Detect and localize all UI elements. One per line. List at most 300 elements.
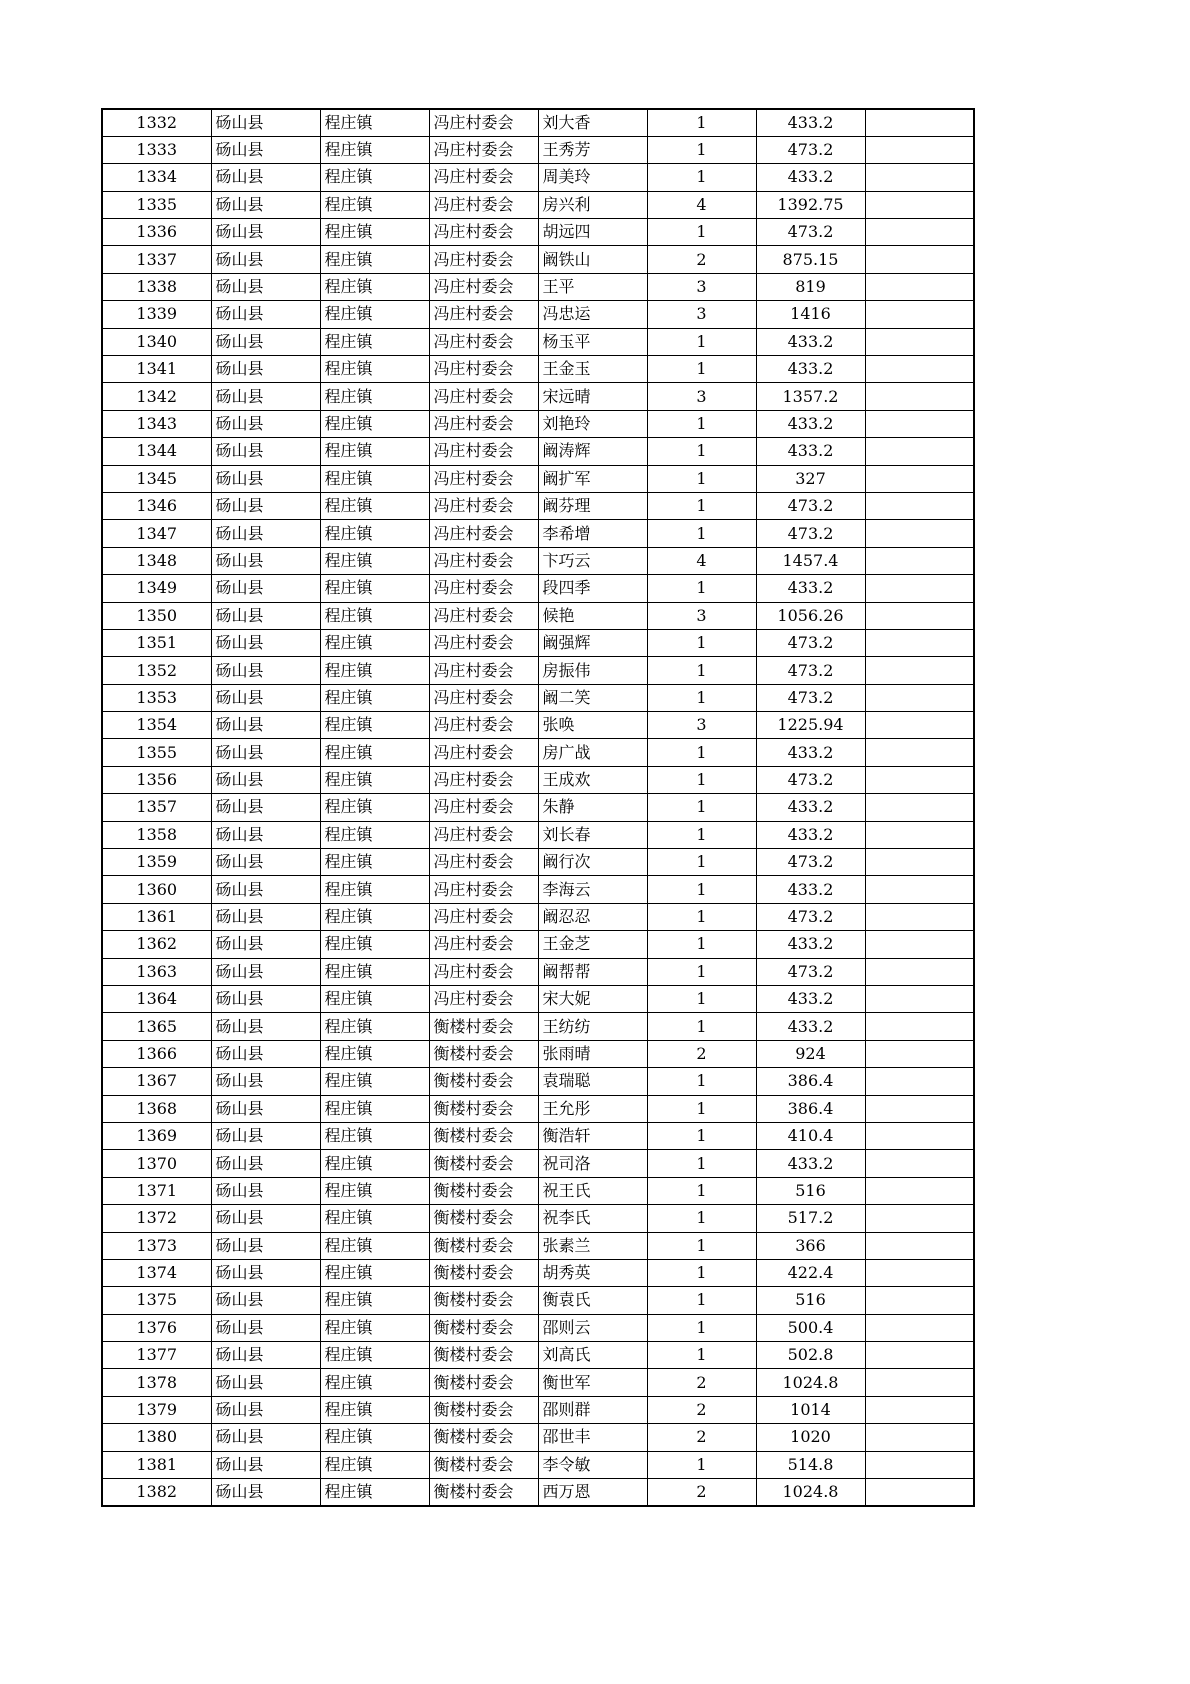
amount-cell: 473.2 bbox=[756, 766, 865, 793]
county-cell: 砀山县 bbox=[211, 1205, 320, 1232]
household-count-cell: 2 bbox=[647, 1396, 756, 1423]
county-cell: 砀山县 bbox=[211, 903, 320, 930]
table-row bbox=[102, 958, 974, 985]
note-cell bbox=[865, 465, 974, 492]
row-number-cell: 1372 bbox=[102, 1205, 211, 1232]
note-cell bbox=[865, 766, 974, 793]
note-cell bbox=[865, 246, 974, 273]
county-cell: 砀山县 bbox=[211, 794, 320, 821]
county-cell: 砀山县 bbox=[211, 547, 320, 574]
household-count-cell: 1 bbox=[647, 629, 756, 656]
amount-cell: 386.4 bbox=[756, 1095, 865, 1122]
note-cell bbox=[865, 958, 974, 985]
village-cell: 冯庄村委会 bbox=[429, 712, 538, 739]
row-number-cell: 1362 bbox=[102, 931, 211, 958]
county-cell: 砀山县 bbox=[211, 958, 320, 985]
amount-cell: 516 bbox=[756, 1177, 865, 1204]
village-cell: 衡楼村委会 bbox=[429, 1369, 538, 1396]
name-cell: 阚行次 bbox=[538, 849, 647, 876]
row-number-cell: 1353 bbox=[102, 684, 211, 711]
county-cell: 砀山县 bbox=[211, 684, 320, 711]
village-cell: 冯庄村委会 bbox=[429, 903, 538, 930]
note-cell bbox=[865, 1013, 974, 1040]
household-count-cell: 1 bbox=[647, 1314, 756, 1341]
town-cell: 程庄镇 bbox=[320, 109, 429, 136]
amount-cell: 422.4 bbox=[756, 1259, 865, 1286]
county-cell: 砀山县 bbox=[211, 136, 320, 163]
name-cell: 王成欢 bbox=[538, 766, 647, 793]
village-cell: 冯庄村委会 bbox=[429, 301, 538, 328]
county-cell: 砀山县 bbox=[211, 849, 320, 876]
table-row bbox=[102, 1396, 974, 1423]
name-cell: 祝王氏 bbox=[538, 1177, 647, 1204]
row-number-cell: 1379 bbox=[102, 1396, 211, 1423]
amount-cell: 1024.8 bbox=[756, 1369, 865, 1396]
note-cell bbox=[865, 219, 974, 246]
name-cell: 刘长春 bbox=[538, 821, 647, 848]
household-count-cell: 2 bbox=[647, 1369, 756, 1396]
row-number-cell: 1355 bbox=[102, 739, 211, 766]
note-cell bbox=[865, 1479, 974, 1506]
note-cell bbox=[865, 1342, 974, 1369]
amount-cell: 386.4 bbox=[756, 1068, 865, 1095]
row-number-cell: 1376 bbox=[102, 1314, 211, 1341]
table-row bbox=[102, 931, 974, 958]
table-row bbox=[102, 1122, 974, 1149]
amount-cell: 1014 bbox=[756, 1396, 865, 1423]
row-number-cell: 1370 bbox=[102, 1150, 211, 1177]
name-cell: 阚忍忍 bbox=[538, 903, 647, 930]
row-number-cell: 1367 bbox=[102, 1068, 211, 1095]
county-cell: 砀山县 bbox=[211, 465, 320, 492]
amount-cell: 433.2 bbox=[756, 739, 865, 766]
note-cell bbox=[865, 657, 974, 684]
amount-cell: 500.4 bbox=[756, 1314, 865, 1341]
village-cell: 衡楼村委会 bbox=[429, 1013, 538, 1040]
note-cell bbox=[865, 1177, 974, 1204]
table-row bbox=[102, 629, 974, 656]
county-cell: 砀山县 bbox=[211, 1314, 320, 1341]
note-cell bbox=[865, 1287, 974, 1314]
table-row bbox=[102, 1177, 974, 1204]
name-cell: 胡远四 bbox=[538, 219, 647, 246]
note-cell bbox=[865, 1396, 974, 1423]
county-cell: 砀山县 bbox=[211, 273, 320, 300]
row-number-cell: 1337 bbox=[102, 246, 211, 273]
note-cell bbox=[865, 520, 974, 547]
table-row bbox=[102, 136, 974, 163]
name-cell: 衡浩轩 bbox=[538, 1122, 647, 1149]
village-cell: 冯庄村委会 bbox=[429, 273, 538, 300]
amount-cell: 473.2 bbox=[756, 958, 865, 985]
county-cell: 砀山县 bbox=[211, 383, 320, 410]
town-cell: 程庄镇 bbox=[320, 219, 429, 246]
town-cell: 程庄镇 bbox=[320, 739, 429, 766]
note-cell bbox=[865, 438, 974, 465]
table-row bbox=[102, 356, 974, 383]
row-number-cell: 1354 bbox=[102, 712, 211, 739]
table-row bbox=[102, 794, 974, 821]
household-count-cell: 1 bbox=[647, 410, 756, 437]
name-cell: 王平 bbox=[538, 273, 647, 300]
table-row bbox=[102, 1424, 974, 1451]
town-cell: 程庄镇 bbox=[320, 1013, 429, 1040]
name-cell: 邵则群 bbox=[538, 1396, 647, 1423]
amount-cell: 502.8 bbox=[756, 1342, 865, 1369]
town-cell: 程庄镇 bbox=[320, 136, 429, 163]
county-cell: 砀山县 bbox=[211, 1095, 320, 1122]
table-row bbox=[102, 410, 974, 437]
town-cell: 程庄镇 bbox=[320, 328, 429, 355]
name-cell: 王允彤 bbox=[538, 1095, 647, 1122]
note-cell bbox=[865, 328, 974, 355]
town-cell: 程庄镇 bbox=[320, 657, 429, 684]
row-number-cell: 1369 bbox=[102, 1122, 211, 1149]
note-cell bbox=[865, 383, 974, 410]
table-row bbox=[102, 109, 974, 136]
note-cell bbox=[865, 164, 974, 191]
county-cell: 砀山县 bbox=[211, 1479, 320, 1506]
row-number-cell: 1377 bbox=[102, 1342, 211, 1369]
table-row bbox=[102, 328, 974, 355]
household-count-cell: 1 bbox=[647, 356, 756, 383]
village-cell: 冯庄村委会 bbox=[429, 246, 538, 273]
row-number-cell: 1378 bbox=[102, 1369, 211, 1396]
name-cell: 祝司洛 bbox=[538, 1150, 647, 1177]
village-cell: 冯庄村委会 bbox=[429, 602, 538, 629]
village-cell: 衡楼村委会 bbox=[429, 1232, 538, 1259]
row-number-cell: 1371 bbox=[102, 1177, 211, 1204]
village-cell: 冯庄村委会 bbox=[429, 931, 538, 958]
town-cell: 程庄镇 bbox=[320, 1287, 429, 1314]
name-cell: 邵则云 bbox=[538, 1314, 647, 1341]
table-row bbox=[102, 1232, 974, 1259]
household-count-cell: 4 bbox=[647, 191, 756, 218]
table-row bbox=[102, 1150, 974, 1177]
table-row bbox=[102, 383, 974, 410]
county-cell: 砀山县 bbox=[211, 109, 320, 136]
town-cell: 程庄镇 bbox=[320, 465, 429, 492]
note-cell bbox=[865, 1451, 974, 1478]
town-cell: 程庄镇 bbox=[320, 1122, 429, 1149]
village-cell: 衡楼村委会 bbox=[429, 1314, 538, 1341]
name-cell: 胡秀英 bbox=[538, 1259, 647, 1286]
note-cell bbox=[865, 602, 974, 629]
note-cell bbox=[865, 1040, 974, 1067]
name-cell: 冯忠运 bbox=[538, 301, 647, 328]
county-cell: 砀山县 bbox=[211, 1396, 320, 1423]
name-cell: 阚芬理 bbox=[538, 492, 647, 519]
row-number-cell: 1348 bbox=[102, 547, 211, 574]
amount-cell: 410.4 bbox=[756, 1122, 865, 1149]
town-cell: 程庄镇 bbox=[320, 958, 429, 985]
village-cell: 衡楼村委会 bbox=[429, 1396, 538, 1423]
row-number-cell: 1363 bbox=[102, 958, 211, 985]
village-cell: 衡楼村委会 bbox=[429, 1342, 538, 1369]
county-cell: 砀山县 bbox=[211, 1451, 320, 1478]
note-cell bbox=[865, 1259, 974, 1286]
note-cell bbox=[865, 684, 974, 711]
note-cell bbox=[865, 1068, 974, 1095]
row-number-cell: 1356 bbox=[102, 766, 211, 793]
village-cell: 冯庄村委会 bbox=[429, 821, 538, 848]
amount-cell: 433.2 bbox=[756, 410, 865, 437]
name-cell: 衡袁氏 bbox=[538, 1287, 647, 1314]
note-cell bbox=[865, 136, 974, 163]
amount-cell: 433.2 bbox=[756, 986, 865, 1013]
table-row bbox=[102, 903, 974, 930]
name-cell: 阚铁山 bbox=[538, 246, 647, 273]
household-count-cell: 1 bbox=[647, 1068, 756, 1095]
household-count-cell: 1 bbox=[647, 684, 756, 711]
table-row bbox=[102, 520, 974, 547]
county-cell: 砀山县 bbox=[211, 766, 320, 793]
amount-cell: 473.2 bbox=[756, 136, 865, 163]
town-cell: 程庄镇 bbox=[320, 712, 429, 739]
village-cell: 衡楼村委会 bbox=[429, 1068, 538, 1095]
row-number-cell: 1357 bbox=[102, 794, 211, 821]
town-cell: 程庄镇 bbox=[320, 383, 429, 410]
note-cell bbox=[865, 903, 974, 930]
town-cell: 程庄镇 bbox=[320, 1259, 429, 1286]
county-cell: 砀山县 bbox=[211, 712, 320, 739]
table-row bbox=[102, 1205, 974, 1232]
name-cell: 候艳 bbox=[538, 602, 647, 629]
note-cell bbox=[865, 1095, 974, 1122]
table-row bbox=[102, 1040, 974, 1067]
household-count-cell: 1 bbox=[647, 903, 756, 930]
amount-cell: 433.2 bbox=[756, 575, 865, 602]
village-cell: 冯庄村委会 bbox=[429, 766, 538, 793]
table-row bbox=[102, 246, 974, 273]
household-count-cell: 1 bbox=[647, 1095, 756, 1122]
county-cell: 砀山县 bbox=[211, 1122, 320, 1149]
note-cell bbox=[865, 492, 974, 519]
note-cell bbox=[865, 1314, 974, 1341]
name-cell: 李希增 bbox=[538, 520, 647, 547]
amount-cell: 433.2 bbox=[756, 1013, 865, 1040]
town-cell: 程庄镇 bbox=[320, 629, 429, 656]
row-number-cell: 1381 bbox=[102, 1451, 211, 1478]
town-cell: 程庄镇 bbox=[320, 1479, 429, 1506]
household-count-cell: 1 bbox=[647, 136, 756, 163]
household-count-cell: 1 bbox=[647, 657, 756, 684]
household-count-cell: 1 bbox=[647, 164, 756, 191]
household-count-cell: 1 bbox=[647, 1451, 756, 1478]
row-number-cell: 1345 bbox=[102, 465, 211, 492]
row-number-cell: 1335 bbox=[102, 191, 211, 218]
county-cell: 砀山县 bbox=[211, 739, 320, 766]
amount-cell: 473.2 bbox=[756, 492, 865, 519]
county-cell: 砀山县 bbox=[211, 492, 320, 519]
amount-cell: 433.2 bbox=[756, 876, 865, 903]
name-cell: 朱静 bbox=[538, 794, 647, 821]
name-cell: 段四季 bbox=[538, 575, 647, 602]
table-row bbox=[102, 1369, 974, 1396]
note-cell bbox=[865, 849, 974, 876]
table-row bbox=[102, 191, 974, 218]
town-cell: 程庄镇 bbox=[320, 876, 429, 903]
county-cell: 砀山县 bbox=[211, 657, 320, 684]
note-cell bbox=[865, 356, 974, 383]
town-cell: 程庄镇 bbox=[320, 931, 429, 958]
household-count-cell: 3 bbox=[647, 273, 756, 300]
town-cell: 程庄镇 bbox=[320, 301, 429, 328]
county-cell: 砀山县 bbox=[211, 520, 320, 547]
town-cell: 程庄镇 bbox=[320, 273, 429, 300]
table-row bbox=[102, 876, 974, 903]
town-cell: 程庄镇 bbox=[320, 1068, 429, 1095]
note-cell bbox=[865, 629, 974, 656]
name-cell: 杨玉平 bbox=[538, 328, 647, 355]
household-count-cell: 1 bbox=[647, 1287, 756, 1314]
town-cell: 程庄镇 bbox=[320, 1150, 429, 1177]
village-cell: 衡楼村委会 bbox=[429, 1150, 538, 1177]
name-cell: 阚强辉 bbox=[538, 629, 647, 656]
note-cell bbox=[865, 410, 974, 437]
county-cell: 砀山县 bbox=[211, 1369, 320, 1396]
village-cell: 衡楼村委会 bbox=[429, 1177, 538, 1204]
household-count-cell: 1 bbox=[647, 1342, 756, 1369]
amount-cell: 1056.26 bbox=[756, 602, 865, 629]
amount-cell: 433.2 bbox=[756, 164, 865, 191]
row-number-cell: 1359 bbox=[102, 849, 211, 876]
note-cell bbox=[865, 575, 974, 602]
table-row bbox=[102, 766, 974, 793]
village-cell: 衡楼村委会 bbox=[429, 1205, 538, 1232]
town-cell: 程庄镇 bbox=[320, 1232, 429, 1259]
household-count-cell: 1 bbox=[647, 986, 756, 1013]
town-cell: 程庄镇 bbox=[320, 1040, 429, 1067]
row-number-cell: 1342 bbox=[102, 383, 211, 410]
county-cell: 砀山县 bbox=[211, 931, 320, 958]
table-row bbox=[102, 465, 974, 492]
town-cell: 程庄镇 bbox=[320, 1451, 429, 1478]
village-cell: 冯庄村委会 bbox=[429, 958, 538, 985]
table-body bbox=[102, 109, 974, 1506]
county-cell: 砀山县 bbox=[211, 328, 320, 355]
household-count-cell: 1 bbox=[647, 109, 756, 136]
household-count-cell: 1 bbox=[647, 465, 756, 492]
county-cell: 砀山县 bbox=[211, 1013, 320, 1040]
village-cell: 衡楼村委会 bbox=[429, 1287, 538, 1314]
county-cell: 砀山县 bbox=[211, 1424, 320, 1451]
table-row bbox=[102, 739, 974, 766]
village-cell: 衡楼村委会 bbox=[429, 1122, 538, 1149]
name-cell: 阚扩军 bbox=[538, 465, 647, 492]
name-cell: 房振伟 bbox=[538, 657, 647, 684]
household-count-cell: 2 bbox=[647, 1424, 756, 1451]
county-cell: 砀山县 bbox=[211, 164, 320, 191]
row-number-cell: 1336 bbox=[102, 219, 211, 246]
amount-cell: 433.2 bbox=[756, 438, 865, 465]
table-row bbox=[102, 547, 974, 574]
note-cell bbox=[865, 191, 974, 218]
village-cell: 冯庄村委会 bbox=[429, 547, 538, 574]
household-count-cell: 1 bbox=[647, 794, 756, 821]
row-number-cell: 1341 bbox=[102, 356, 211, 383]
name-cell: 张素兰 bbox=[538, 1232, 647, 1259]
household-count-cell: 3 bbox=[647, 712, 756, 739]
county-cell: 砀山县 bbox=[211, 876, 320, 903]
town-cell: 程庄镇 bbox=[320, 356, 429, 383]
village-cell: 冯庄村委会 bbox=[429, 739, 538, 766]
table-row bbox=[102, 219, 974, 246]
village-cell: 衡楼村委会 bbox=[429, 1259, 538, 1286]
amount-cell: 433.2 bbox=[756, 1150, 865, 1177]
household-count-cell: 2 bbox=[647, 1479, 756, 1506]
town-cell: 程庄镇 bbox=[320, 575, 429, 602]
town-cell: 程庄镇 bbox=[320, 1424, 429, 1451]
amount-cell: 1357.2 bbox=[756, 383, 865, 410]
name-cell: 卞巧云 bbox=[538, 547, 647, 574]
name-cell: 宋大妮 bbox=[538, 986, 647, 1013]
amount-cell: 473.2 bbox=[756, 219, 865, 246]
town-cell: 程庄镇 bbox=[320, 821, 429, 848]
note-cell bbox=[865, 1122, 974, 1149]
county-cell: 砀山县 bbox=[211, 602, 320, 629]
table-row bbox=[102, 164, 974, 191]
county-cell: 砀山县 bbox=[211, 629, 320, 656]
amount-cell: 327 bbox=[756, 465, 865, 492]
town-cell: 程庄镇 bbox=[320, 986, 429, 1013]
table-row bbox=[102, 986, 974, 1013]
amount-cell: 473.2 bbox=[756, 684, 865, 711]
household-count-cell: 2 bbox=[647, 1040, 756, 1067]
name-cell: 刘艳玲 bbox=[538, 410, 647, 437]
town-cell: 程庄镇 bbox=[320, 520, 429, 547]
amount-cell: 1024.8 bbox=[756, 1479, 865, 1506]
village-cell: 衡楼村委会 bbox=[429, 1424, 538, 1451]
table-row bbox=[102, 1314, 974, 1341]
note-cell bbox=[865, 1150, 974, 1177]
amount-cell: 1225.94 bbox=[756, 712, 865, 739]
name-cell: 周美玲 bbox=[538, 164, 647, 191]
table-row bbox=[102, 273, 974, 300]
village-cell: 冯庄村委会 bbox=[429, 575, 538, 602]
name-cell: 阚帮帮 bbox=[538, 958, 647, 985]
village-cell: 冯庄村委会 bbox=[429, 356, 538, 383]
household-count-cell: 2 bbox=[647, 246, 756, 273]
village-cell: 冯庄村委会 bbox=[429, 191, 538, 218]
town-cell: 程庄镇 bbox=[320, 492, 429, 519]
row-number-cell: 1361 bbox=[102, 903, 211, 930]
town-cell: 程庄镇 bbox=[320, 903, 429, 930]
table-row bbox=[102, 1013, 974, 1040]
household-count-cell: 4 bbox=[647, 547, 756, 574]
town-cell: 程庄镇 bbox=[320, 849, 429, 876]
name-cell: 阚涛辉 bbox=[538, 438, 647, 465]
town-cell: 程庄镇 bbox=[320, 438, 429, 465]
row-number-cell: 1351 bbox=[102, 629, 211, 656]
name-cell: 王秀芳 bbox=[538, 136, 647, 163]
town-cell: 程庄镇 bbox=[320, 794, 429, 821]
name-cell: 王金芝 bbox=[538, 931, 647, 958]
note-cell bbox=[865, 1232, 974, 1259]
county-cell: 砀山县 bbox=[211, 821, 320, 848]
amount-cell: 819 bbox=[756, 273, 865, 300]
village-cell: 冯庄村委会 bbox=[429, 136, 538, 163]
amount-cell: 514.8 bbox=[756, 1451, 865, 1478]
amount-cell: 366 bbox=[756, 1232, 865, 1259]
household-count-cell: 1 bbox=[647, 492, 756, 519]
row-number-cell: 1380 bbox=[102, 1424, 211, 1451]
amount-cell: 473.2 bbox=[756, 629, 865, 656]
row-number-cell: 1350 bbox=[102, 602, 211, 629]
row-number-cell: 1344 bbox=[102, 438, 211, 465]
county-cell: 砀山县 bbox=[211, 219, 320, 246]
county-cell: 砀山县 bbox=[211, 1150, 320, 1177]
